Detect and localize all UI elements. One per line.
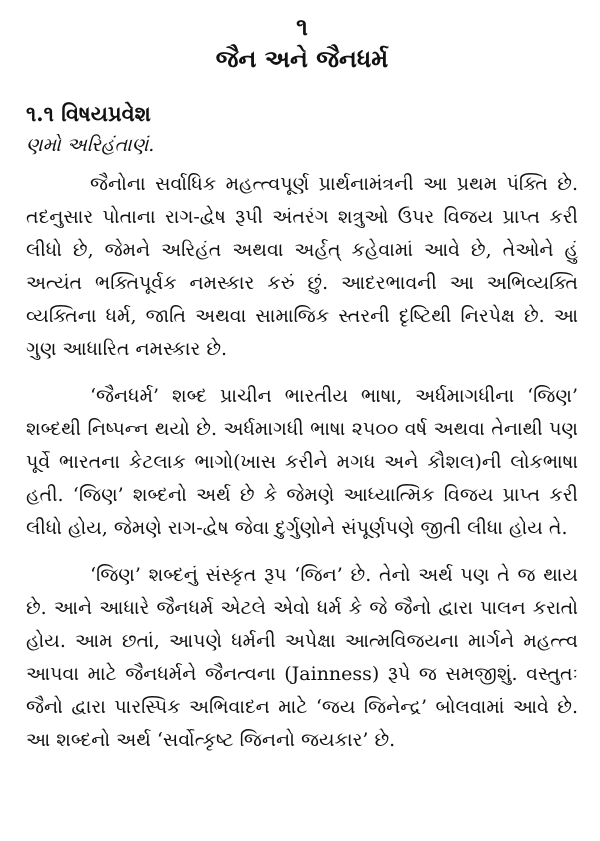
invocation-line: ણમો અરિહંતાણં.: [26, 134, 155, 156]
section-heading: ૧.૧ વિષયપ્રવેશ: [26, 101, 151, 126]
chapter-number: ૧: [296, 12, 308, 41]
paragraph-2: ‘જૈનધર્મ’ શબ્દ પ્રાચીન ભારતીય ભાષા, અર્ધમાગધીના ‘જિણ’ શબ્દથી નિષ્પન્ન થયો છે. અર્ધમાગધી ભાષા ૨૫૦૦ વર્ષ અથવા તેનાથી પણ પૂર્વે ભારતના કેટલાક ભાગો(ખાસ કરીને મગધ અને કૌશલ)ની લોકભાષા હતી. ‘જિણ’ શબ્દનો અર્થ છે કે જેમણે આધ્યાત્મિક વિજય પ્રાપ્ત કરી લીધો હોય, જેમણે રાગ-દ્વેષ જેવા દુર્ગુણોને સંપૂર્ણપણે જીતી લીધા હોય તે.: [26, 385, 578, 539]
paragraph-3: ‘જિણ’ શબ્દનું સંસ્કૃત રૂપ ‘જિન’ છે. તેનો અર્થ પણ તે જ થાય છે. આને આધારે જૈનધર્મ એટલે એવો ધર્મ કે જે જૈનો દ્વારા પાલન કરાતો હોય. આમ છતાં, આપણે ધર્મની અપેક્ષા આત્મવિજયના માર્ગને મહત્ત્વ આપવા માટે જૈનધર્મને જૈનત્વના (Jainness) રૂપે જ સમજીશું. વસ્તુતઃ જૈનો દ્વારા પારસ્પિક અભિવાદન માટે ‘જય જિનેન્દ્ર’ બોલવામાં આવે છે. આ શબ્દનો અર્થ ‘સર્વોત્કૃષ્ટ જિનનો જયકાર’ છે.: [26, 564, 578, 751]
paragraph-1: જૈનોના સર્વાધિક મહત્ત્વપૂર્ણ પ્રાર્થનામંત્રની આ પ્રથમ પંક્તિ છે. તદનુસાર પોતાના રાગ-દ્વેષ રૂપી અંતરંગ શત્રુઓ ઉપર વિજય પ્રાપ્ત કરી લીધો છે, જેમને અરિહંત અથવા અર્હત્ કહેવામાં આવે છે, તેઓને હું અત્યંત ભક્તિપૂર્વક નમસ્કાર કરું છું. આદરભાવની આ અભિવ્યક્તિ વ્યક્તિના ધર્મ, જાતિ અથવા સામાજિક સ્તરની દૃષ્ટિથી નિરપેક્ષ છે. આ ગુણ આધારિત નમસ્કાર છે.: [26, 173, 578, 360]
chapter-title: જૈન અને જૈનધર્મ: [215, 44, 389, 73]
